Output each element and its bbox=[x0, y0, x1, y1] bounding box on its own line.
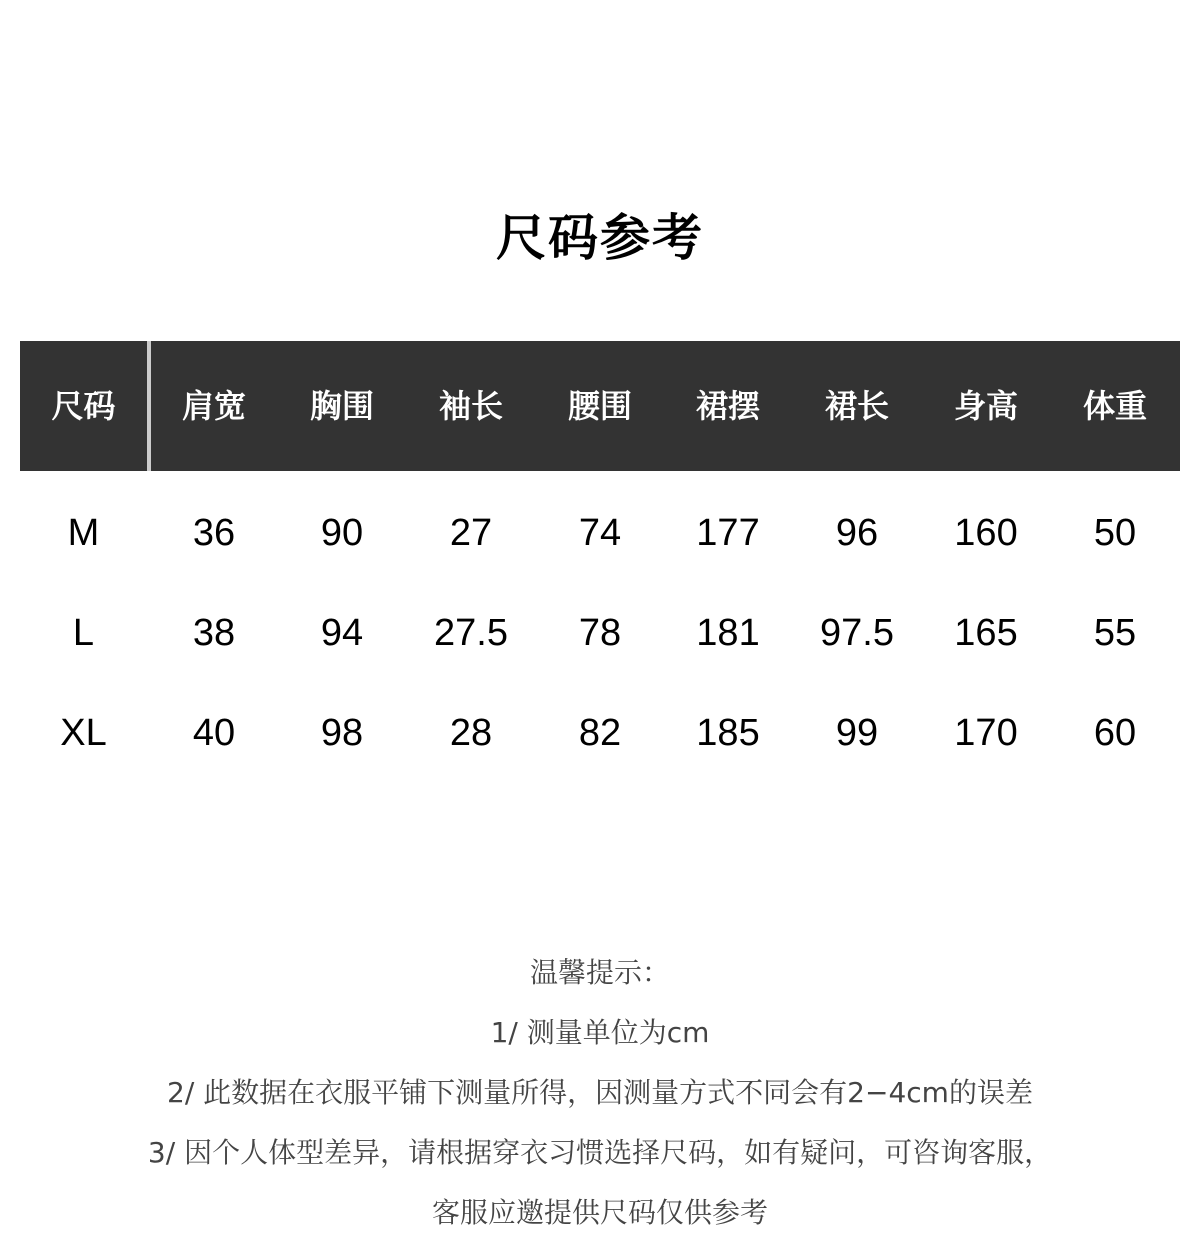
tip-line: 3/ 因个人体型差异，请根据穿衣习惯选择尺码，如有疑问，可咨询客服， bbox=[147, 1136, 1053, 1169]
cell-height: 160 bbox=[954, 512, 1018, 554]
cell-skirt-length: 97.5 bbox=[820, 612, 894, 654]
cell-sleeve-length: 27 bbox=[449, 512, 493, 554]
cell-hem: 177 bbox=[696, 512, 760, 554]
cell-bust: 94 bbox=[320, 612, 364, 654]
page-title: 尺码参考 bbox=[496, 209, 704, 267]
cell-size: XL bbox=[60, 712, 107, 754]
header-waist: 腰围 bbox=[567, 387, 632, 425]
table-row bbox=[0, 503, 1200, 563]
cell-sleeve-length: 28 bbox=[449, 712, 493, 754]
cell-shoulder-width: 40 bbox=[192, 712, 236, 754]
cell-waist: 78 bbox=[578, 612, 622, 654]
tip-line: 2/ 此数据在衣服平铺下测量所得，因测量方式不同会有2−4cm的误差 bbox=[167, 1076, 1033, 1109]
cell-skirt-length: 96 bbox=[835, 512, 879, 554]
cell-shoulder-width: 38 bbox=[192, 612, 236, 654]
cell-sleeve-length: 27.5 bbox=[434, 612, 508, 654]
cell-bust: 98 bbox=[320, 712, 364, 754]
cell-hem: 181 bbox=[696, 612, 760, 654]
header-sleeve-length: 袖长 bbox=[438, 387, 503, 425]
table-row bbox=[0, 703, 1200, 763]
header-hem: 裙摆 bbox=[695, 387, 760, 425]
cell-weight: 60 bbox=[1093, 712, 1137, 754]
cell-size: L bbox=[72, 612, 95, 654]
header-size: 尺码 bbox=[51, 387, 116, 425]
cell-hem: 185 bbox=[696, 712, 760, 754]
table-row bbox=[0, 603, 1200, 663]
cell-skirt-length: 99 bbox=[835, 712, 879, 754]
tips-heading: 温馨提示： bbox=[529, 956, 670, 989]
cell-weight: 55 bbox=[1093, 612, 1137, 654]
cell-waist: 74 bbox=[578, 512, 622, 554]
cell-weight: 50 bbox=[1093, 512, 1137, 554]
header-height: 身高 bbox=[953, 387, 1018, 425]
cell-size: M bbox=[67, 512, 100, 554]
header-bust: 胸围 bbox=[309, 387, 374, 425]
header-shoulder-width: 肩宽 bbox=[181, 387, 246, 425]
cell-height: 170 bbox=[954, 712, 1018, 754]
cell-height: 165 bbox=[954, 612, 1018, 654]
cell-shoulder-width: 36 bbox=[192, 512, 236, 554]
cell-waist: 82 bbox=[578, 712, 622, 754]
header-skirt-length: 裙长 bbox=[824, 387, 889, 425]
cell-bust: 90 bbox=[320, 512, 364, 554]
header-weight: 体重 bbox=[1082, 387, 1147, 425]
tip-line: 1/ 测量单位为cm bbox=[490, 1016, 710, 1049]
tip-line: 客服应邀提供尺码仅供参考 bbox=[431, 1196, 768, 1229]
